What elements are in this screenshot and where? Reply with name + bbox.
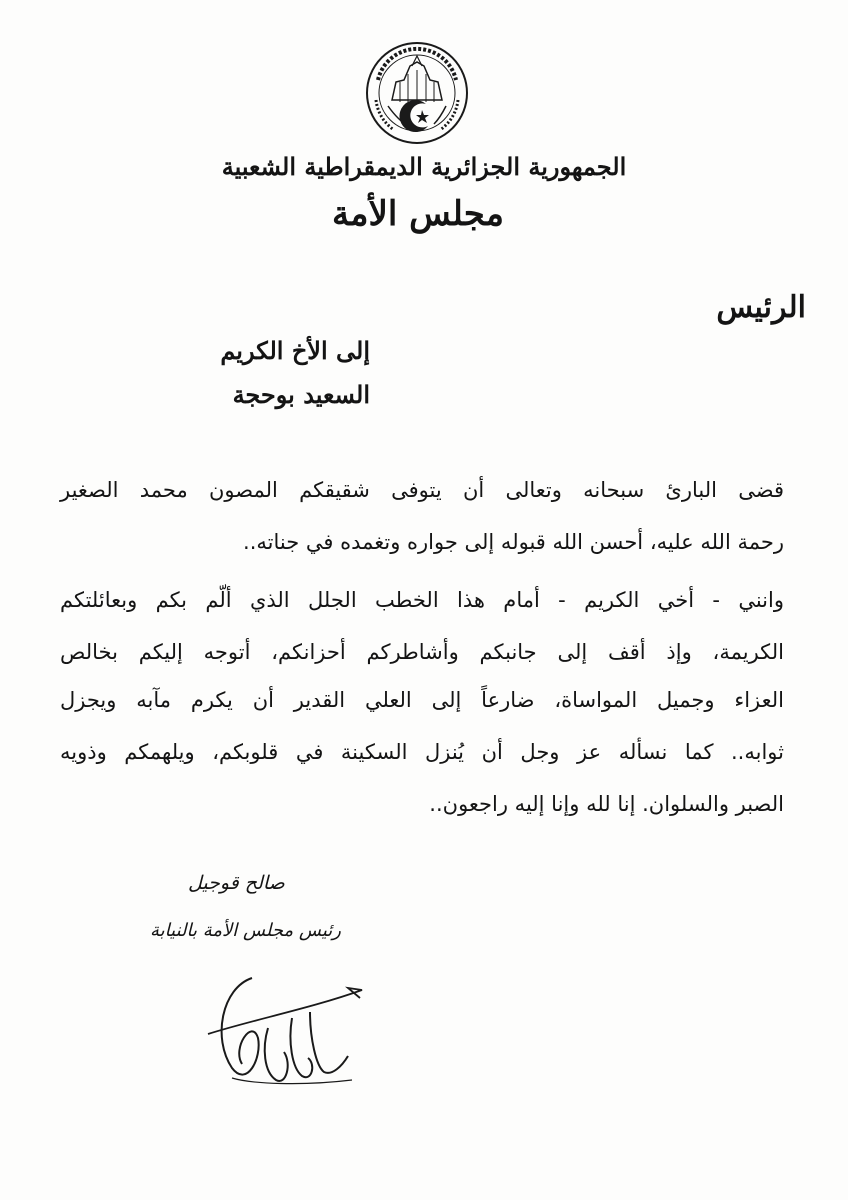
- body-line: رحمة الله عليه، أحسن الله قبوله إلى جواره وتغمده في جناته..: [243, 530, 784, 554]
- addressee-name: السعيد بوحجة: [232, 380, 370, 409]
- state-seal-emblem: [364, 40, 470, 146]
- president-label: الرئيس: [716, 290, 806, 325]
- body-line: الصبر والسلوان. إنا لله وإنا إليه راجعون..: [429, 792, 784, 816]
- body-line: الكريمة، وإذ أقف إلى جانبكم وأشاطركم أحزانكم، أتوجه إليكم بخالص: [60, 640, 784, 664]
- signatory-name: صالح قوجيل: [188, 872, 285, 894]
- signatory-title: رئيس مجلس الأمة بالنيابة: [150, 920, 341, 941]
- body-line: وانني - أخي الكريم - أمام هذا الخطب الجلل الذي ألّم بكم وبعائلتكم: [60, 588, 784, 612]
- body-line: ثوابه.. كما نسأله عز وجل أن يُنزل السكينة في قلوبكم، ويلهمكم وذويه: [60, 740, 784, 764]
- council-heading: مجلس الأمة: [332, 194, 504, 234]
- body-line: العزاء وجميل المواساة، ضارعاً إلى العلي القدير أن يكرم مآبه ويجزل: [60, 688, 784, 712]
- body-line: قضى البارئ سبحانه وتعالى أن يتوفى شقيقكم المصون محمد الصغير: [60, 478, 784, 502]
- republic-heading: الجمهورية الجزائرية الديمقراطية الشعبية: [221, 152, 627, 181]
- handwritten-signature: [192, 968, 372, 1098]
- addressee-salutation: إلى الأخ الكريم: [220, 336, 370, 365]
